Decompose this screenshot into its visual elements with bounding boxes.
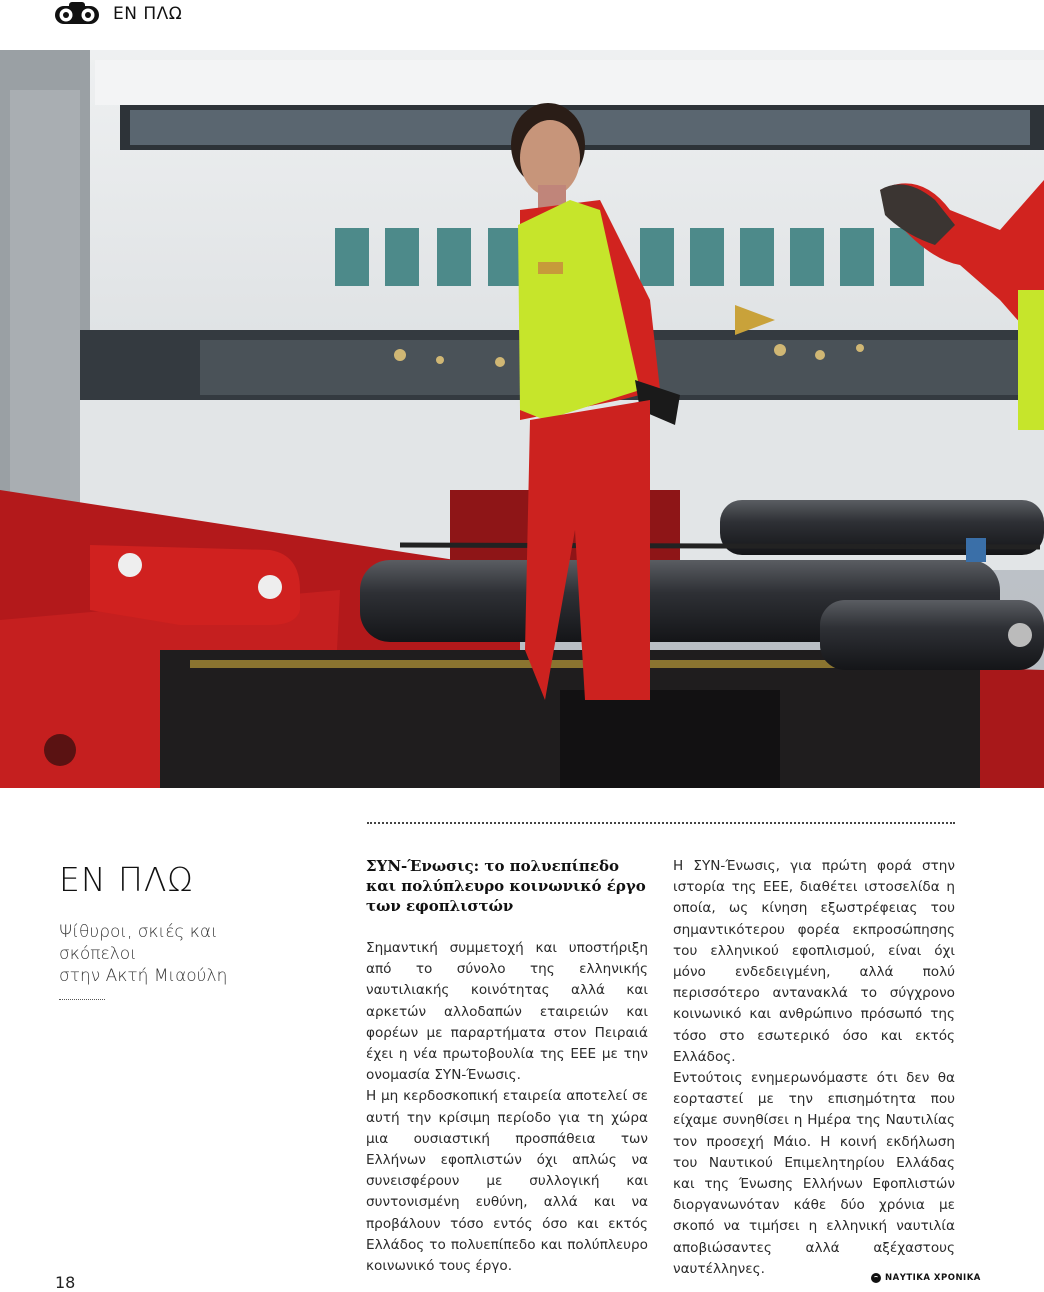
section-title: ΕΝ ΠΛΩ bbox=[59, 860, 194, 899]
article-paragraph: Σημαντική συμμετοχή και υποστήριξη από το σύνολο της ελληνικής ναυτιλιακής κοινότητας αλλά και αρκετών αλλοδαπών εταιρειών και φορέων με παραρτήματα στον Πειραιά έχει η νέα πρωτοβουλία της ΕΕΕ με την ονομασία ΣΥΝ-Ένωσις. bbox=[366, 940, 648, 1084]
page-number: 18 bbox=[55, 1273, 76, 1292]
column-divider-dots bbox=[367, 822, 955, 824]
article-headline: ΣΥΝ-Ένωσις: το πολυεπίπεδο και πολύπλευρο κοινωνικό έργο των εφοπλιστών bbox=[366, 857, 646, 915]
section-subtitle-line1: Ψίθυροι, σκιές και σκόπελοι bbox=[59, 922, 218, 964]
article-column-1 bbox=[366, 856, 648, 1277]
publication-name: ΝΑΥΤΙΚΑ ΧΡΟΝΙΚΑ bbox=[885, 1273, 981, 1283]
article-column-2 bbox=[673, 856, 955, 1280]
article-paragraph: Η μη κερδοσκοπική εταιρεία αποτελεί σε αυτή την κρίσιμη περίοδο για τη χώρα μια ουσιαστική προσπάθεια των Ελλήνων εφοπλιστών όχι απλώς να συνεισφέρουν με συλλογική και συντονισμένη ευθύνη, αλλά και να προβάλουν τόσο εντός όσο και εκτός Ελλάδος το πολυεπίπεδο και πολύπλευρο κοινωνικό τους έργο. bbox=[366, 1088, 648, 1275]
binoculars-icon bbox=[55, 2, 99, 26]
article-paragraph: Η ΣΥΝ-Ένωσις, για πρώτη φορά στην ιστορία της ΕΕΕ, διαθέτει ιστοσελίδα η οποία, ως κίνηση εξωστρέφειας του σημαντικότερου φορέα εκπροσώπησης του ελληνικού εφοπλισμού, είναι όχι μόνο ενδεδειγμένη, αλλά πολύ περισσότερο αντανακλά το σύγχρονο κοινωνικό και ανθρώπινο πρόσωπό της τόσο στο εσωτερικό όσο και εκτός Ελλάδος. bbox=[673, 858, 955, 1065]
section-label: ΕΝ ΠΛΩ bbox=[113, 4, 183, 24]
article-paragraph: Εντούτοις ενημερωνόμαστε ότι δεν θα εορταστεί με την επισημότητα που είχαμε συνηθίσει η Ημέρα της Ναυτιλίας τον προσεχή Μάιο. Η κοινή εκδήλωση του Ναυτικού Επιμελητηρίου Ελλάδας και της Ένωσης Ελλήνων Εφοπλιστών διοργανωνόταν κάθε δύο χρόνια με σκοπό να τιμήσει η ελληνική ναυτιλία αποβιώσαντες αλλά αξέχαστους ναυτέλληνες. bbox=[673, 1070, 955, 1277]
publication-logo-icon bbox=[871, 1273, 881, 1283]
short-divider-dots bbox=[59, 999, 105, 1000]
page-header bbox=[55, 0, 182, 28]
dock-workers-photo bbox=[0, 50, 1044, 788]
section-subtitle bbox=[59, 921, 299, 987]
publication-logo bbox=[871, 1273, 981, 1283]
section-intro bbox=[59, 860, 299, 987]
photo-illustration bbox=[0, 50, 1044, 788]
section-subtitle-line2: στην Ακτή Μιαούλη bbox=[59, 966, 228, 986]
